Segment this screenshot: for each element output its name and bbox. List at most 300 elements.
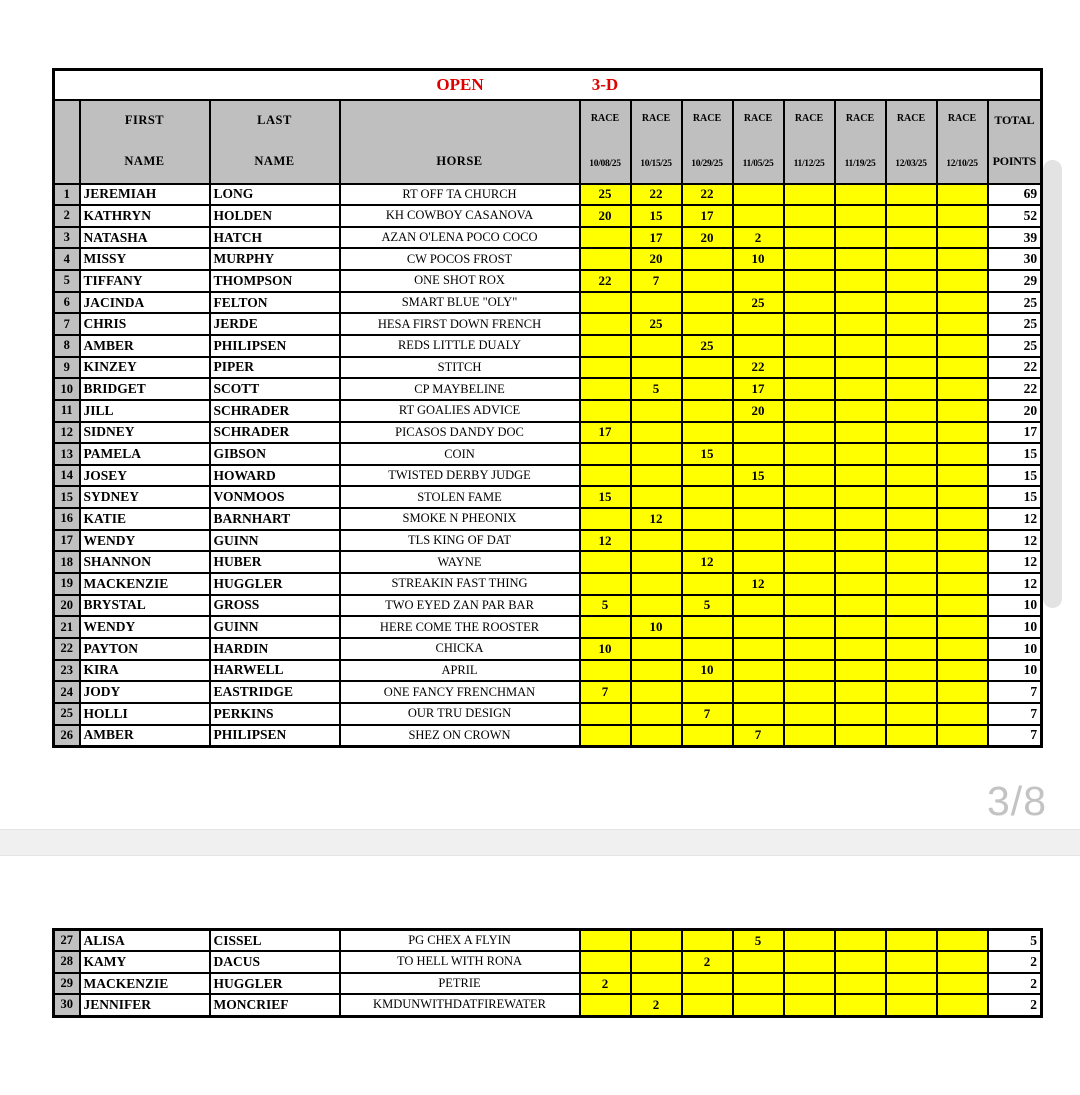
total-points-column-header: TOTAL POINTS (988, 100, 1042, 184)
race-score-cell-3 (682, 486, 733, 508)
race-score-cell-4 (733, 660, 784, 682)
race-score-cell-5 (784, 973, 835, 995)
race-score-cell-7 (886, 595, 937, 617)
table-row (54, 595, 1042, 617)
race-score-cell-7 (886, 573, 937, 595)
rank-cell: 4 (54, 248, 80, 270)
rank-cell: 10 (54, 378, 80, 400)
last-name-cell: GIBSON (210, 443, 340, 465)
race-score-cell-7 (886, 951, 937, 973)
first-name-cell: JENNIFER (80, 994, 210, 1016)
race-score-cell-7 (886, 638, 937, 660)
title-row (54, 70, 1042, 100)
race-score-cell-4 (733, 951, 784, 973)
race-score-cell-5 (784, 573, 835, 595)
first-name-cell: ALISA (80, 930, 210, 952)
table-row (54, 703, 1042, 725)
total-points-cell: 2 (988, 951, 1042, 973)
first-name-cell: MISSY (80, 248, 210, 270)
table-row (54, 292, 1042, 314)
last-name-cell: BARNHART (210, 508, 340, 530)
race-score-cell-6 (835, 703, 886, 725)
race-score-cell-3 (682, 530, 733, 552)
rank-cell: 25 (54, 703, 80, 725)
race-score-cell-5 (784, 465, 835, 487)
horse-cell: TWISTED DERBY JUDGE (340, 465, 580, 487)
race-score-cell-4 (733, 616, 784, 638)
last-name-cell: CISSEL (210, 930, 340, 952)
rank-cell: 24 (54, 681, 80, 703)
race-score-cell-2: 15 (631, 205, 682, 227)
table-row (54, 508, 1042, 530)
race-score-cell-1: 7 (580, 681, 631, 703)
race-score-cell-7 (886, 994, 937, 1016)
horse-cell: KH COWBOY CASANOVA (340, 205, 580, 227)
race-score-cell-8 (937, 616, 988, 638)
race-score-cell-2 (631, 530, 682, 552)
first-name-cell: SHANNON (80, 551, 210, 573)
page-indicator: 3/8 (987, 778, 1047, 824)
race-score-cell-7 (886, 313, 937, 335)
race-score-cell-1 (580, 994, 631, 1016)
race-score-cell-2: 17 (631, 227, 682, 249)
rank-cell: 2 (54, 205, 80, 227)
rank-cell: 17 (54, 530, 80, 552)
column-header-row (54, 100, 1042, 184)
total-points-cell: 12 (988, 530, 1042, 552)
total-points-cell: 12 (988, 508, 1042, 530)
total-points-cell: 10 (988, 638, 1042, 660)
rank-cell: 30 (54, 994, 80, 1016)
race-score-cell-2 (631, 595, 682, 617)
race-score-cell-8 (937, 292, 988, 314)
table-row (54, 486, 1042, 508)
horse-cell: AZAN O'LENA POCO COCO (340, 227, 580, 249)
horse-cell: SMART BLUE "OLY" (340, 292, 580, 314)
horse-cell: SMOKE N PHEONIX (340, 508, 580, 530)
race-score-cell-3: 25 (682, 335, 733, 357)
race-score-cell-2 (631, 422, 682, 444)
race-score-cell-1 (580, 551, 631, 573)
total-points-cell: 12 (988, 573, 1042, 595)
race-score-cell-6 (835, 551, 886, 573)
race-score-cell-8 (937, 725, 988, 747)
race-score-cell-2 (631, 703, 682, 725)
race-score-cell-7 (886, 930, 937, 952)
race-score-cell-5 (784, 508, 835, 530)
race-score-cell-7 (886, 378, 937, 400)
last-name-cell: HUGGLER (210, 973, 340, 995)
title-cell (54, 70, 1042, 100)
last-name-cell: MONCRIEF (210, 994, 340, 1016)
rank-cell: 15 (54, 486, 80, 508)
race-score-cell-8 (937, 465, 988, 487)
first-name-column-header: FIRST NAME (80, 100, 210, 184)
first-name-cell: KAMY (80, 951, 210, 973)
horse-cell: STITCH (340, 357, 580, 379)
race-score-cell-8 (937, 595, 988, 617)
race-score-cell-5 (784, 703, 835, 725)
scrollbar-thumb[interactable] (1043, 160, 1062, 608)
race-score-cell-1: 22 (580, 270, 631, 292)
total-points-cell: 22 (988, 378, 1042, 400)
race-score-cell-4 (733, 270, 784, 292)
total-points-cell: 29 (988, 270, 1042, 292)
race-score-cell-5 (784, 725, 835, 747)
horse-cell: PG CHEX A FLYIN (340, 930, 580, 952)
table-row (54, 357, 1042, 379)
horse-column-header: HORSE (340, 100, 580, 184)
table-row (54, 573, 1042, 595)
race-column-header-6: RACE 11/19/25 (835, 100, 886, 184)
race-score-cell-7 (886, 335, 937, 357)
total-points-cell: 7 (988, 681, 1042, 703)
total-points-cell: 17 (988, 422, 1042, 444)
race-score-cell-3: 5 (682, 595, 733, 617)
race-score-cell-6 (835, 930, 886, 952)
rank-cell: 16 (54, 508, 80, 530)
race-score-cell-8 (937, 357, 988, 379)
horse-cell: CW POCOS FROST (340, 248, 580, 270)
rank-cell: 13 (54, 443, 80, 465)
race-score-cell-6 (835, 270, 886, 292)
race-score-cell-4 (733, 335, 784, 357)
race-score-cell-1 (580, 313, 631, 335)
race-score-cell-7 (886, 270, 937, 292)
race-score-cell-1 (580, 616, 631, 638)
race-score-cell-6 (835, 530, 886, 552)
race-score-cell-7 (886, 681, 937, 703)
total-points-cell: 2 (988, 973, 1042, 995)
first-name-cell: PAMELA (80, 443, 210, 465)
last-name-cell: VONMOOS (210, 486, 340, 508)
race-score-cell-6 (835, 443, 886, 465)
race-score-cell-5 (784, 313, 835, 335)
table-row (54, 400, 1042, 422)
race-score-cell-3 (682, 508, 733, 530)
table-row (54, 638, 1042, 660)
race-score-cell-3 (682, 616, 733, 638)
horse-cell: WAYNE (340, 551, 580, 573)
table-row (54, 616, 1042, 638)
race-score-cell-4 (733, 486, 784, 508)
table-row (54, 227, 1042, 249)
race-score-cell-8 (937, 227, 988, 249)
first-name-cell: WENDY (80, 616, 210, 638)
race-score-cell-6 (835, 638, 886, 660)
race-score-cell-7 (886, 443, 937, 465)
race-score-cell-4 (733, 973, 784, 995)
race-score-cell-3 (682, 270, 733, 292)
race-column-header-5: RACE 11/12/25 (784, 100, 835, 184)
rank-cell: 12 (54, 422, 80, 444)
race-score-cell-2 (631, 660, 682, 682)
race-score-cell-1: 20 (580, 205, 631, 227)
horse-cell: CP MAYBELINE (340, 378, 580, 400)
total-points-cell: 12 (988, 551, 1042, 573)
race-score-cell-8 (937, 681, 988, 703)
race-score-cell-4: 17 (733, 378, 784, 400)
first-name-cell: AMBER (80, 335, 210, 357)
table-row (54, 681, 1042, 703)
race-score-cell-1 (580, 227, 631, 249)
race-score-cell-5 (784, 443, 835, 465)
race-score-cell-2: 22 (631, 184, 682, 206)
horse-cell: APRIL (340, 660, 580, 682)
race-score-cell-2 (631, 443, 682, 465)
race-score-cell-8 (937, 930, 988, 952)
race-score-cell-2: 2 (631, 994, 682, 1016)
race-score-cell-6 (835, 973, 886, 995)
total-points-cell: 2 (988, 994, 1042, 1016)
horse-cell: HESA FIRST DOWN FRENCH (340, 313, 580, 335)
table-row (54, 951, 1042, 973)
rank-cell: 20 (54, 595, 80, 617)
last-name-cell: HATCH (210, 227, 340, 249)
race-score-cell-3 (682, 573, 733, 595)
race-score-cell-8 (937, 530, 988, 552)
first-name-cell: CHRIS (80, 313, 210, 335)
race-score-cell-7 (886, 465, 937, 487)
race-score-cell-3 (682, 681, 733, 703)
race-score-cell-8 (937, 378, 988, 400)
race-score-cell-2 (631, 465, 682, 487)
last-name-cell: HUGGLER (210, 573, 340, 595)
horse-cell: PETRIE (340, 973, 580, 995)
rank-cell: 9 (54, 357, 80, 379)
race-score-cell-5 (784, 400, 835, 422)
race-score-cell-1 (580, 248, 631, 270)
table-row (54, 530, 1042, 552)
race-score-cell-8 (937, 400, 988, 422)
race-score-cell-8 (937, 951, 988, 973)
race-score-cell-8 (937, 486, 988, 508)
race-score-cell-1 (580, 335, 631, 357)
first-name-cell: MACKENZIE (80, 973, 210, 995)
race-score-cell-3 (682, 378, 733, 400)
race-score-cell-1: 15 (580, 486, 631, 508)
last-name-cell: DACUS (210, 951, 340, 973)
race-score-cell-4 (733, 551, 784, 573)
race-score-cell-3: 15 (682, 443, 733, 465)
race-score-cell-6 (835, 573, 886, 595)
first-name-cell: SYDNEY (80, 486, 210, 508)
last-name-cell: HOWARD (210, 465, 340, 487)
first-name-cell: TIFFANY (80, 270, 210, 292)
race-score-cell-7 (886, 973, 937, 995)
total-points-cell: 52 (988, 205, 1042, 227)
rank-cell: 6 (54, 292, 80, 314)
page-separator (0, 829, 1080, 856)
race-score-cell-7 (886, 530, 937, 552)
race-score-cell-3: 22 (682, 184, 733, 206)
race-score-cell-3 (682, 400, 733, 422)
last-name-cell: JERDE (210, 313, 340, 335)
total-points-cell: 7 (988, 725, 1042, 747)
race-score-cell-6 (835, 660, 886, 682)
race-score-cell-3 (682, 725, 733, 747)
first-name-cell: JACINDA (80, 292, 210, 314)
race-score-cell-4: 12 (733, 573, 784, 595)
race-score-cell-8 (937, 573, 988, 595)
last-name-cell: PIPER (210, 357, 340, 379)
results-table-open-3d (52, 68, 1043, 748)
race-score-cell-8 (937, 248, 988, 270)
race-score-cell-8 (937, 184, 988, 206)
race-score-cell-7 (886, 725, 937, 747)
first-name-cell: KIRA (80, 660, 210, 682)
race-score-cell-5 (784, 270, 835, 292)
race-score-cell-6 (835, 227, 886, 249)
total-points-cell: 39 (988, 227, 1042, 249)
race-score-cell-2: 20 (631, 248, 682, 270)
race-score-cell-8 (937, 994, 988, 1016)
race-score-cell-6 (835, 378, 886, 400)
race-score-cell-8 (937, 422, 988, 444)
table-row (54, 973, 1042, 995)
race-score-cell-5 (784, 357, 835, 379)
race-score-cell-6 (835, 595, 886, 617)
table-row (54, 994, 1042, 1016)
race-score-cell-3 (682, 422, 733, 444)
race-score-cell-5 (784, 292, 835, 314)
rank-cell: 21 (54, 616, 80, 638)
rank-column-header (54, 100, 80, 184)
results-table-open-3d-continued (52, 928, 1043, 1018)
race-score-cell-5 (784, 227, 835, 249)
table-row (54, 443, 1042, 465)
race-score-cell-1: 12 (580, 530, 631, 552)
race-score-cell-6 (835, 465, 886, 487)
race-score-cell-6 (835, 616, 886, 638)
last-name-cell: SCHRADER (210, 400, 340, 422)
race-score-cell-8 (937, 270, 988, 292)
race-score-cell-7 (886, 227, 937, 249)
race-score-cell-5 (784, 184, 835, 206)
race-column-header-8: RACE 12/10/25 (937, 100, 988, 184)
table-row (54, 422, 1042, 444)
race-score-cell-4: 10 (733, 248, 784, 270)
race-score-cell-4 (733, 681, 784, 703)
race-score-cell-6 (835, 248, 886, 270)
race-column-header-4: RACE 11/05/25 (733, 100, 784, 184)
horse-cell: TO HELL WITH RONA (340, 951, 580, 973)
total-points-cell: 10 (988, 616, 1042, 638)
total-points-cell: 30 (988, 248, 1042, 270)
race-score-cell-6 (835, 422, 886, 444)
race-score-cell-1 (580, 508, 631, 530)
race-score-cell-5 (784, 378, 835, 400)
race-score-cell-3 (682, 248, 733, 270)
race-score-cell-6 (835, 184, 886, 206)
race-score-cell-4 (733, 638, 784, 660)
race-score-cell-8 (937, 205, 988, 227)
race-score-cell-2 (631, 551, 682, 573)
race-score-cell-4: 25 (733, 292, 784, 314)
total-points-cell: 69 (988, 184, 1042, 206)
race-score-cell-4 (733, 595, 784, 617)
total-points-cell: 25 (988, 313, 1042, 335)
first-name-cell: KATHRYN (80, 205, 210, 227)
race-score-cell-5 (784, 638, 835, 660)
race-score-cell-5 (784, 616, 835, 638)
race-score-cell-1: 2 (580, 973, 631, 995)
race-score-cell-3 (682, 638, 733, 660)
race-column-header-3: RACE 10/29/25 (682, 100, 733, 184)
race-score-cell-1 (580, 951, 631, 973)
last-name-cell: GUINN (210, 616, 340, 638)
last-name-cell: FELTON (210, 292, 340, 314)
race-score-cell-2: 5 (631, 378, 682, 400)
race-score-cell-4 (733, 703, 784, 725)
rank-cell: 29 (54, 973, 80, 995)
rank-cell: 11 (54, 400, 80, 422)
race-score-cell-2 (631, 357, 682, 379)
total-points-cell: 25 (988, 292, 1042, 314)
last-name-cell: PHILIPSEN (210, 335, 340, 357)
first-name-cell: BRYSTAL (80, 595, 210, 617)
race-score-cell-7 (886, 357, 937, 379)
race-score-cell-1 (580, 400, 631, 422)
table-row (54, 465, 1042, 487)
rank-cell: 26 (54, 725, 80, 747)
race-score-cell-8 (937, 551, 988, 573)
total-points-cell: 5 (988, 930, 1042, 952)
horse-cell: TWO EYED ZAN PAR BAR (340, 595, 580, 617)
race-score-cell-1 (580, 378, 631, 400)
race-score-cell-2 (631, 486, 682, 508)
first-name-cell: SIDNEY (80, 422, 210, 444)
race-score-cell-3: 12 (682, 551, 733, 573)
race-score-cell-1 (580, 660, 631, 682)
table-row (54, 930, 1042, 952)
race-score-cell-3: 2 (682, 951, 733, 973)
race-score-cell-2 (631, 335, 682, 357)
race-score-cell-2 (631, 681, 682, 703)
table-row (54, 313, 1042, 335)
rank-cell: 18 (54, 551, 80, 573)
race-score-cell-7 (886, 292, 937, 314)
first-name-cell: PAYTON (80, 638, 210, 660)
race-score-cell-8 (937, 313, 988, 335)
race-score-cell-2 (631, 573, 682, 595)
table-row (54, 335, 1042, 357)
race-score-cell-3: 7 (682, 703, 733, 725)
race-score-cell-4: 22 (733, 357, 784, 379)
last-name-cell: GUINN (210, 530, 340, 552)
race-score-cell-6 (835, 486, 886, 508)
race-score-cell-7 (886, 551, 937, 573)
class-title: OPEN (436, 74, 484, 94)
race-score-cell-6 (835, 357, 886, 379)
race-score-cell-3 (682, 292, 733, 314)
race-score-cell-1: 17 (580, 422, 631, 444)
race-score-cell-2 (631, 638, 682, 660)
rank-cell: 5 (54, 270, 80, 292)
race-score-cell-3 (682, 313, 733, 335)
table-row (54, 725, 1042, 747)
total-points-cell: 15 (988, 486, 1042, 508)
race-score-cell-4: 5 (733, 930, 784, 952)
race-column-header-1: RACE 10/08/25 (580, 100, 631, 184)
race-score-cell-2: 25 (631, 313, 682, 335)
rank-cell: 22 (54, 638, 80, 660)
race-score-cell-2 (631, 400, 682, 422)
last-name-cell: PERKINS (210, 703, 340, 725)
race-score-cell-4 (733, 508, 784, 530)
table-row (54, 551, 1042, 573)
race-score-cell-7 (886, 205, 937, 227)
